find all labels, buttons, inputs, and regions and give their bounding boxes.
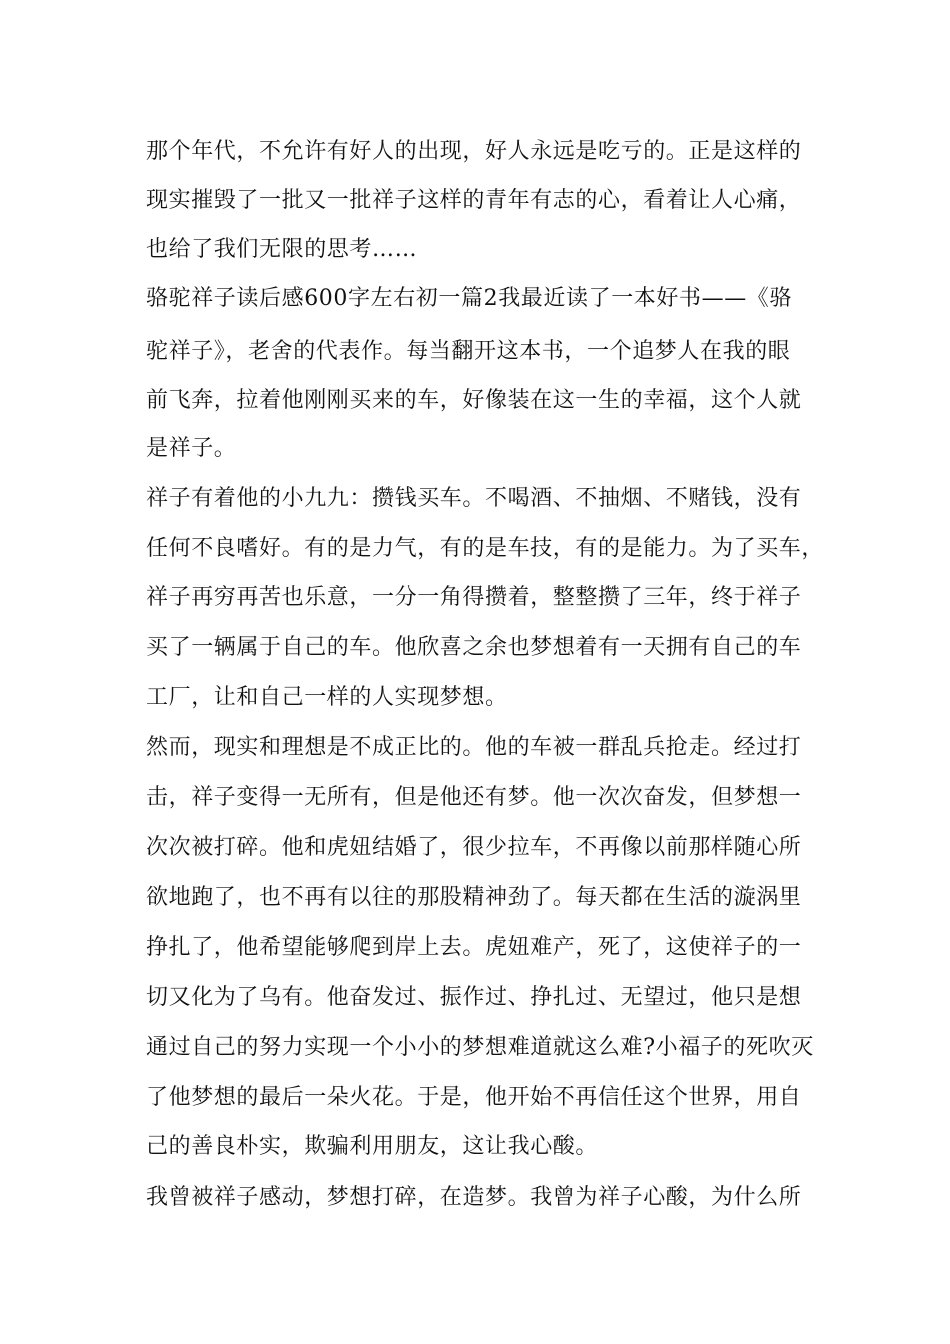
text-line: 任何不良嗜好。有的是力气，有的是车技，有的是能力。为了买车， (146, 536, 825, 561)
text-line: 了他梦想的最后一朵火花。于是，他开始不再信任这个世界，用自 (146, 1085, 802, 1110)
text-line: 击，祥子变得一无所有，但是他还有梦。他一次次奋发，但梦想一 (146, 785, 802, 810)
text-line: 前飞奔，拉着他刚刚买来的车，好像装在这一生的幸福，这个人就 (146, 388, 802, 413)
text-line: 也给了我们无限的思考…… (146, 237, 418, 262)
text-line: 然而，现实和理想是不成正比的。他的车被一群乱兵抢走。经过打 (146, 735, 802, 760)
text-line: 祥子再穷再苦也乐意，一分一角得攒着，整整攒了三年，终于祥子 (146, 585, 802, 610)
text-line: 切又化为了乌有。他奋发过、振作过、挣扎过、无望过，他只是想 (146, 985, 802, 1010)
text-line: 祥子有着他的小九九：攒钱买车。不喝酒、不抽烟、不赌钱，没有 (146, 486, 802, 511)
text-line: 骆驼祥子读后感600字左右初一篇2我最近读了一本好书——《骆 (146, 286, 792, 311)
text-line: 买了一辆属于自己的车。他欣喜之余也梦想着有一天拥有自己的车 (146, 635, 802, 660)
text-line: 己的善良朴实，欺骗利用朋友，这让我心酸。 (146, 1134, 599, 1159)
text-line: 驼祥子》，老舍的代表作。每当翻开这本书，一个追梦人在我的眼 (146, 339, 791, 364)
text-line: 挣扎了，他希望能够爬到岸上去。虎妞难产，死了，这使祥子的一 (146, 935, 802, 960)
text-line: 是祥子。 (146, 436, 237, 461)
text-line: 现实摧毁了一批又一批祥子这样的青年有志的心，看着让人心痛， (146, 188, 802, 213)
text-line: 工厂，让和自己一样的人实现梦想。 (146, 685, 508, 710)
text-line: 我曾被祥子感动，梦想打碎，在造梦。我曾为祥子心酸，为什么所 (146, 1185, 802, 1210)
text-line: 欲地跑了，也不再有以往的那股精神劲了。每天都在生活的漩涡里 (146, 885, 802, 910)
text-line: 那个年代，不允许有好人的出现，好人永远是吃亏的。正是这样的 (146, 139, 802, 164)
text-line: 次次被打碎。他和虎妞结婚了，很少拉车，不再像以前那样随心所 (146, 835, 802, 860)
text-line: 通过自己的努力实现一个小小的梦想难道就这么难?小福子的死吹灭 (146, 1035, 814, 1060)
